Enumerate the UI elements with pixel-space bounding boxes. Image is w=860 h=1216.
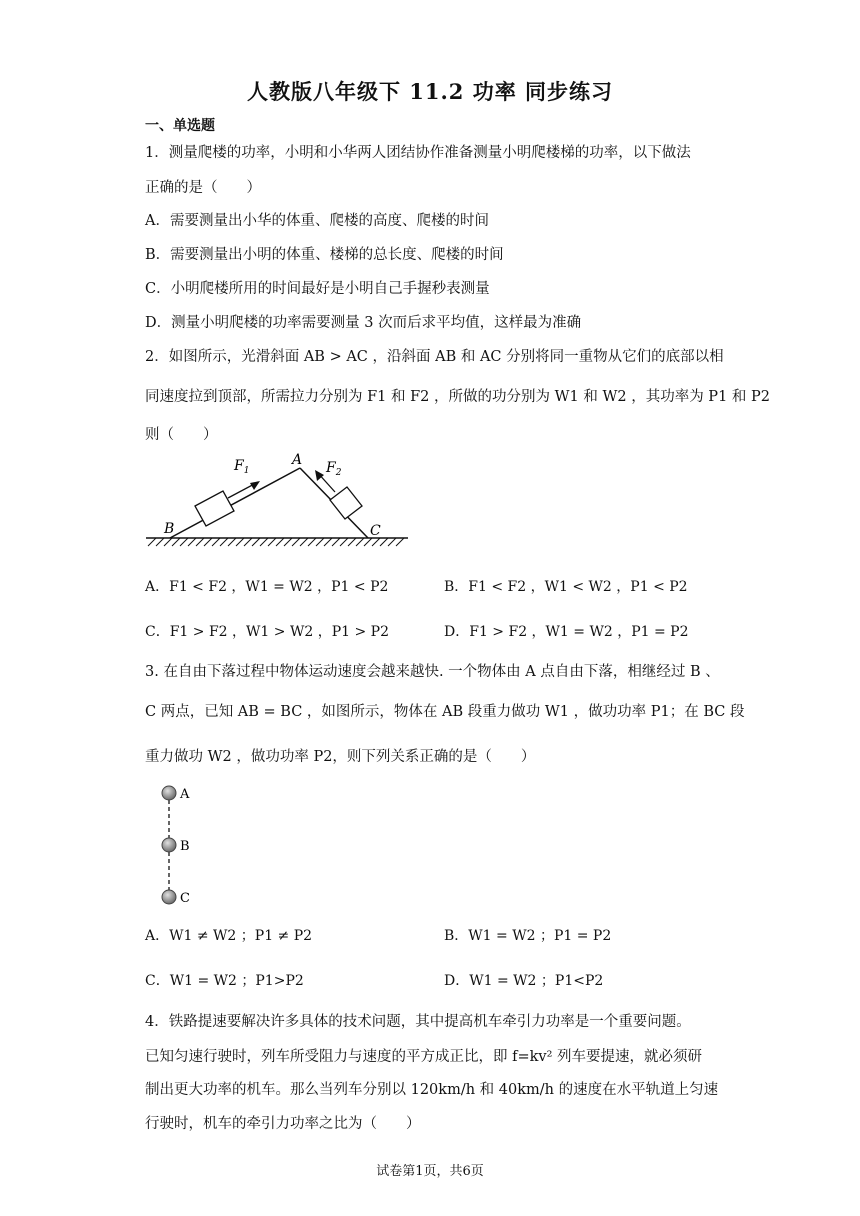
incline-diagram [140,448,415,553]
point-c-label: C [180,891,190,906]
q2-option-b: B．F1 < F2 ，W1 < W2 ，P1 < P2 [444,579,688,595]
q4-stem-line3: 制出更大功率的机车。那么当列车分别以 120km/h 和 40km/h 的速度在水平轨道上匀速 [145,1082,719,1098]
q1-stem-line2: 正确的是（ ） [145,180,261,196]
q1-option-d: D．测量小明爬楼的功率需要测量 3 次而后求平均值，这样最为准确 [145,315,582,331]
q2-option-c: C．F1 > F2 ，W1 > W2 ，P1 > P2 [145,624,389,640]
q3-option-a: A．W1 ≠ W2 ；P1 ≠ P2 [145,928,313,944]
section-heading: 一、单选题 [145,118,215,134]
q2-stem-line3: 则（ ） [145,427,218,443]
q1-option-a: A．需要测量出小华的体重、爬楼的高度、爬楼的时间 [145,213,489,229]
label-a: A [292,452,303,468]
q1-stem-line1: 1．测量爬楼的功率，小明和小华两人团结协作准备测量小明爬楼梯的功率，以下做法 [145,145,691,161]
q3-stem-line3: 重力做功 W2 ，做功功率 P2，则下列关系正确的是（ ） [145,749,536,765]
q3-option-b: B．W1 = W2 ；P1 = P2 [444,928,612,944]
ball-b [162,838,176,852]
q2-stem-line1: 2．如图所示，光滑斜面 AB > AC ，沿斜面 AB 和 AC 分别将同一重物从它们的底部以相 [145,349,724,365]
q2-option-d: D．F1 > F2 ，W1 = W2 ，P1 = P2 [444,624,689,640]
point-a-label: A [180,787,190,802]
q4-stem-line1: 4．铁路提速要解决许多具体的技术问题，其中提高机车牵引力功率是一个重要问题。 [145,1014,691,1030]
label-f2: $F_2$ [326,460,342,478]
ball-a [162,786,176,800]
q3-option-c: C．W1 = W2 ；P1>P2 [145,973,304,989]
free-fall-diagram [155,780,215,910]
q3-stem-line1: 3. 在自由下落过程中物体运动速度会越来越快. 一个物体由 A 点自由下落，相继经过 B 、 [145,664,720,680]
label-c: C [370,523,381,539]
q2-stem-line2: 同速度拉到顶部，所需拉力分别为 F1 和 F2 ，所做的功分别为 W1 和 W2 ，其功率为 P1 和 P2 [145,389,770,405]
q3-stem-line2: C 两点，已知 AB = BC ，如图所示，物体在 AB 段重力做功 W1 ，做功功率 P1；在 BC 段 [145,704,745,720]
q2-option-a: A．F1 < F2 ，W1 = W2 ，P1 < P2 [145,579,389,595]
incline-ab [170,468,300,538]
page-title: 人教版八年级下 11.2 功率 同步练习 [246,79,614,104]
q3-option-d: D．W1 = W2 ；P1<P2 [444,973,604,989]
q1-option-b: B．需要测量出小明的体重、楼梯的总长度、爬楼的时间 [145,247,504,263]
label-b: B [164,521,175,537]
page-footer: 试卷第1页，共6页 [376,1164,484,1179]
q1-option-c: C．小明爬楼所用的时间最好是小明自己手握秒表测量 [145,281,490,297]
label-f1: $F_1$ [234,458,250,476]
ball-c [162,890,176,904]
q4-stem-line2: 已知匀速行驶时，列车所受阻力与速度的平方成正比，即 f=kv² 列车要提速，就必须研 [145,1049,703,1065]
q4-stem-line4: 行驶时，机车的牵引力功率之比为（ ） [145,1116,421,1132]
point-b-label: B [180,839,190,854]
